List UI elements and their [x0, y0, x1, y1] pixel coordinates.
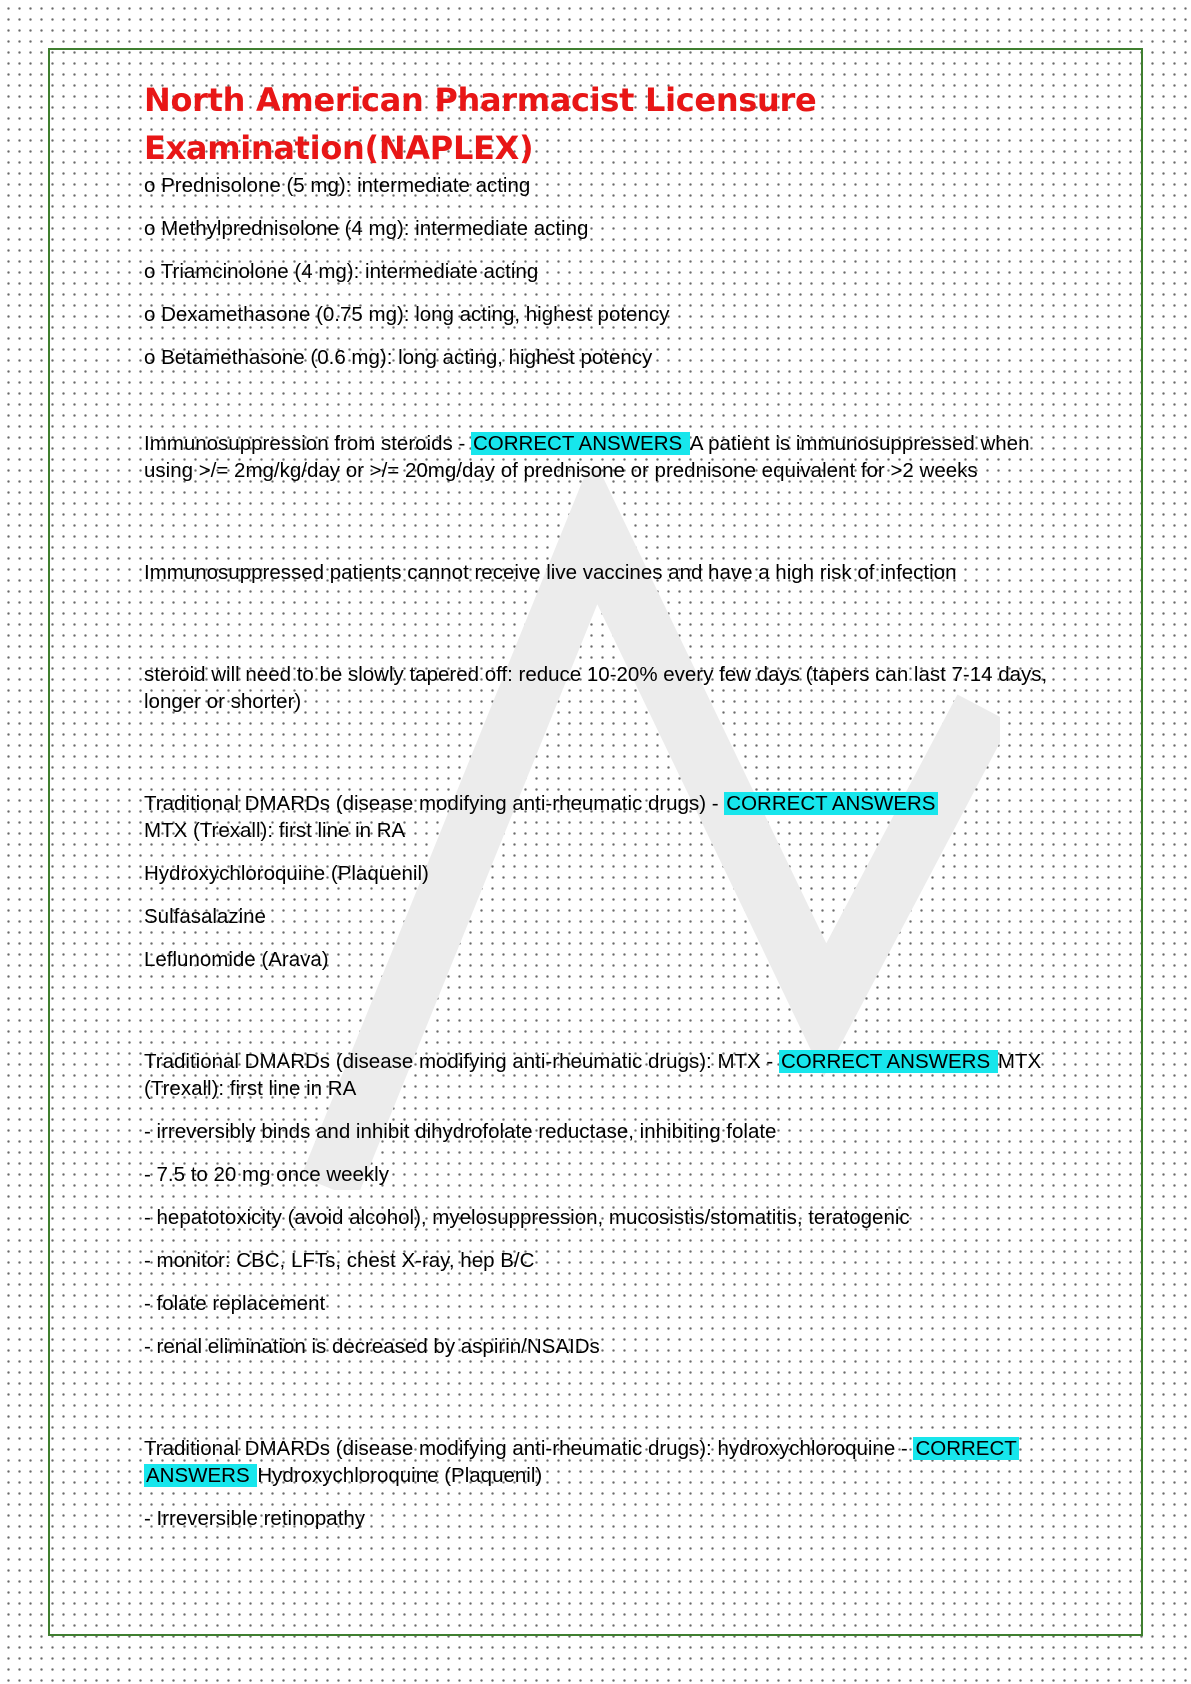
answer-text: MTX (Trexall): first line in RA — [144, 1050, 1042, 1100]
mtx-point: - monitor: CBC, LFTs, chest X-ray, hep B/C — [144, 1249, 535, 1272]
hcq-point: - Irreversible retinopathy — [144, 1507, 366, 1530]
dmard-item: Hydroxychloroquine (Plaquenil) — [144, 862, 429, 885]
mtx-point: - renal elimination is decreased by aspirin/NSAIDs — [144, 1335, 600, 1358]
dmards-entry — [144, 790, 1060, 844]
correct-answers-tag: CORRECT ANSWERS — [726, 792, 936, 815]
section-gap — [144, 387, 1060, 430]
hcq-entry — [144, 1435, 1060, 1489]
question-text: Traditional DMARDs (disease modifying anti-rheumatic drugs) - — [144, 792, 725, 815]
correct-answers-tag: CORRECT ANSWERS — [472, 432, 688, 455]
mtx-point: - folate replacement — [144, 1292, 326, 1315]
mtx-point: - irreversibly binds and inhibit dihydrofolate reductase, inhibiting folate — [144, 1120, 777, 1143]
section-gap — [144, 602, 1060, 661]
steroid-line: o Betamethasone (0.6 mg): long acting, highest potency — [144, 346, 653, 369]
section-gap — [144, 500, 1060, 559]
mtx-entry — [144, 1048, 1060, 1102]
correct-answers-tag: CORRECT ANSWERS — [780, 1050, 996, 1073]
question-text: Traditional DMARDs (disease modifying anti-rheumatic drugs): MTX - — [144, 1050, 779, 1073]
dmard-item: Sulfasalazine — [144, 905, 266, 928]
dmard-item: Leflunomide (Arava) — [144, 948, 329, 971]
steroid-line: o Triamcinolone (4 mg): intermediate acting — [144, 260, 539, 283]
steroid-line: o Dexamethasone (0.75 mg): long acting, highest potency — [144, 303, 670, 326]
taper-note: steroid will need to be slowly tapered off: reduce 10-20% every few days (tapers can last 7-14 days, longer or shorter) — [144, 663, 1048, 713]
mtx-point: - hepatotoxicity (avoid alcohol), myelosuppression, mucosistis/stomatitis, teratogenic — [144, 1206, 910, 1229]
answer-text: A patient is immunosuppressed when using >/= 2mg/kg/day or >/= 20mg/day of prednisone or prednisone equivalent for >2 weeks — [144, 432, 1030, 482]
immunosuppression-entry — [144, 430, 1060, 484]
section-gap — [144, 989, 1060, 1048]
question-text: Traditional DMARDs (disease modifying anti-rheumatic drugs): hydroxychloroquine - — [144, 1437, 914, 1460]
document-body — [144, 76, 1060, 1548]
mtx-point: - 7.5 to 20 mg once weekly — [144, 1163, 389, 1186]
steroid-line: o Methylprednisolone (4 mg): intermediate acting — [144, 217, 589, 240]
live-vaccines-note: Immunosuppressed patients cannot receive live vaccines and have a high risk of infection — [144, 561, 957, 584]
answer-text: Hydroxychloroquine (Plaquenil) — [257, 1464, 543, 1487]
document-title: North American Pharmacist Licensure Examination(NAPLEX) — [144, 81, 817, 167]
answer-text: MTX (Trexall): first line in RA — [144, 819, 406, 842]
correct-answers-tag: CORRECT ANSWERS — [146, 1437, 1017, 1487]
section-gap — [144, 731, 1060, 790]
steroid-line: o Prednisolone (5 mg): intermediate acting — [144, 174, 531, 197]
section-gap — [144, 1376, 1060, 1435]
question-text: Immunosuppression from steroids - — [144, 432, 471, 455]
